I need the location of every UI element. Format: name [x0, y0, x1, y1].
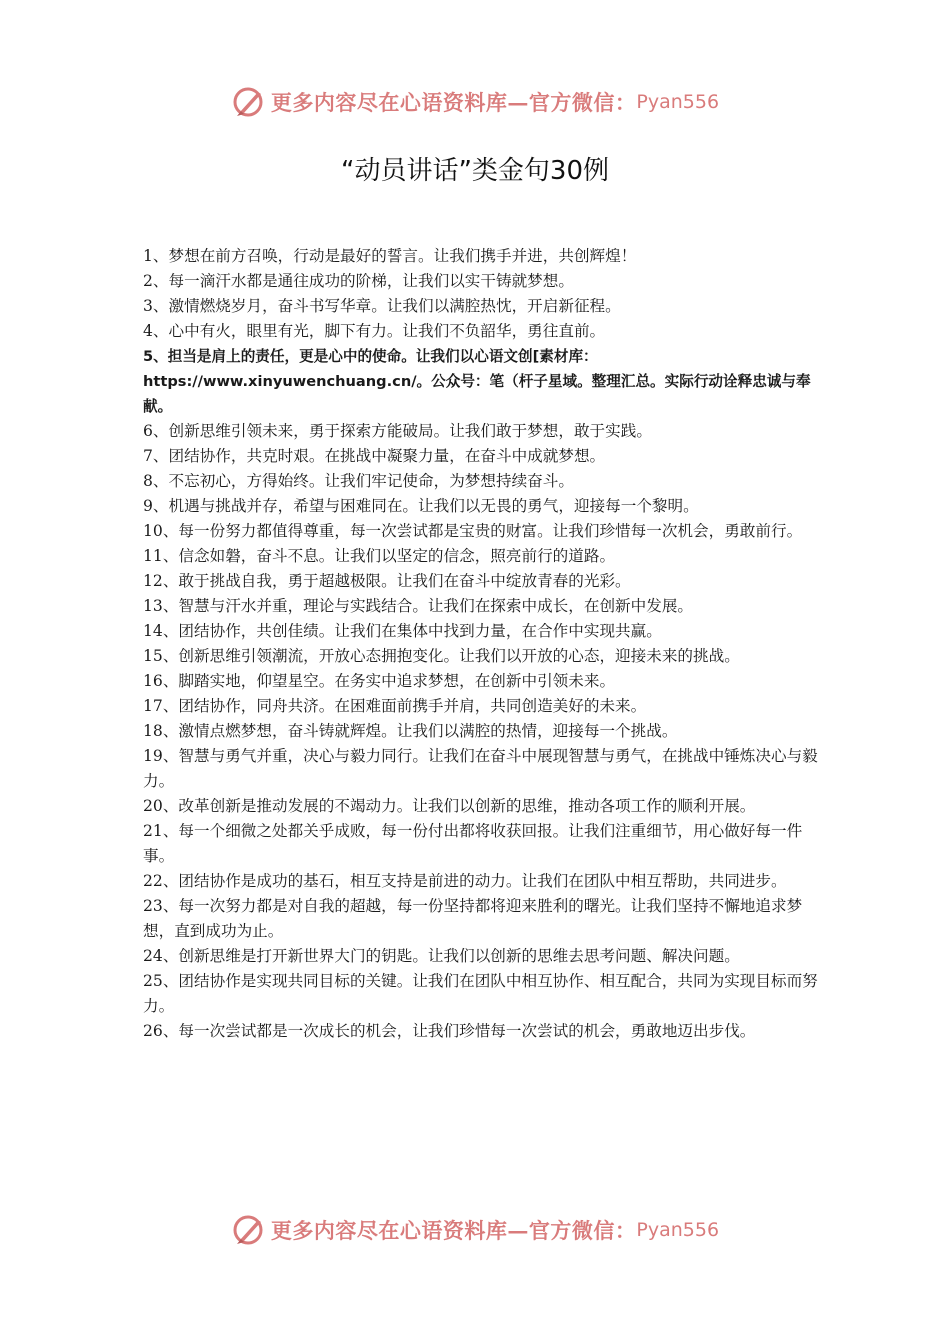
list-item: 12、敢于挑战自我，勇于超越极限。让我们在奋斗中绽放青春的光彩。	[143, 572, 631, 590]
list-item: 8、不忘初心，方得始终。让我们牢记使命，为梦想持续奋斗。	[143, 472, 574, 490]
list-item: 1、梦想在前方召唤，行动是最好的誓言。让我们携手并进，共创辉煌！	[143, 247, 637, 265]
list-item: 6、创新思维引领未来，勇于探索方能破局。让我们敢于梦想，敢于实践。	[143, 422, 652, 440]
list-item: 26、每一次尝试都是一次成长的机会，让我们珍惜每一次尝试的机会，勇敢地迈出步伐。	[143, 1022, 756, 1040]
page-title: “动员讲话”类金句30例	[340, 156, 610, 186]
list-item: 3、激情燃烧岁月，奋斗书写华章。让我们以满腔热忱，开启新征程。	[143, 297, 621, 315]
list-item: 7、团结协作，共克时艰。在挑战中凝聚力量，在奋斗中成就梦想。	[143, 447, 606, 465]
list-item: 20、改革创新是推动发展的不竭动力。让我们以创新的思维，推动各项工作的顺利开展。	[143, 797, 756, 815]
quote-list	[143, 244, 823, 1044]
list-item: 2、每一滴汗水都是通往成功的阶梯，让我们以实干铸就梦想。	[143, 272, 574, 290]
list-item: 9、机遇与挑战并存，希望与困难同在。让我们以无畏的勇气，迎接每一个黎明。	[143, 497, 699, 515]
list-item: 23、每一次努力都是对自我的超越，每一份坚持都将迎来胜利的曙光。让我们坚持不懈地追求梦想，直到成功为止。	[143, 897, 803, 940]
list-item: 21、每一个细微之处都关乎成败，每一份付出都将收获回报。让我们注重细节，用心做好每一件事。	[143, 822, 803, 865]
list-item: 11、信念如磐，奋斗不息。让我们以坚定的信念，照亮前行的道路。	[143, 547, 616, 565]
watermark-text: 更多内容尽在心语资料库—官方微信：	[270, 1218, 637, 1243]
watermark-id: Pyan556	[636, 1219, 720, 1241]
list-item: 13、智慧与汗水并重，理论与实践结合。让我们在探索中成长，在创新中发展。	[143, 597, 694, 615]
pen-logo-icon	[231, 1212, 267, 1248]
list-item: 14、团结协作，共创佳绩。让我们在集体中找到力量，在合作中实现共赢。	[143, 622, 662, 640]
list-item: 10、每一份努力都值得尊重，每一次尝试都是宝贵的财富。让我们珍惜每一次机会，勇敢前行。	[143, 522, 803, 540]
list-item: 17、团结协作，同舟共济。在困难面前携手并肩，共同创造美好的未来。	[143, 697, 647, 715]
list-item: 16、脚踏实地，仰望星空。在务实中追求梦想，在创新中引领未来。	[143, 672, 616, 690]
footer-watermark	[0, 1210, 950, 1250]
header-watermark	[0, 82, 950, 122]
list-item: 22、团结协作是成功的基石，相互支持是前进的动力。让我们在团队中相互帮助，共同进步。	[143, 872, 787, 890]
list-item: 24、创新思维是打开新世界大门的钥匙。让我们以创新的思维去思考问题、解决问题。	[143, 947, 740, 965]
list-item: 18、激情点燃梦想，奋斗铸就辉煌。让我们以满腔的热情，迎接每一个挑战。	[143, 722, 678, 740]
list-item: 4、心中有火，眼里有光，脚下有力。让我们不负韶华，勇往直前。	[143, 322, 606, 340]
list-item: 25、团结协作是实现共同目标的关键。让我们在团队中相互协作、相互配合，共同为实现目标而努力。	[143, 972, 818, 1015]
list-item: 15、创新思维引领潮流，开放心态拥抱变化。让我们以开放的心态，迎接未来的挑战。	[143, 647, 740, 665]
list-item: 19、智慧与勇气并重，决心与毅力同行。让我们在奋斗中展现智慧与勇气，在挑战中锤炼决心与毅力。	[143, 747, 818, 790]
watermark-id: Pyan556	[636, 91, 720, 113]
list-item: 5、担当是肩上的责任，更是心中的使命。让我们以心语文创[素材库：https://www.xinyuwenchuang.cn/。公众号：笔（杆子星域。整理汇总。实际行动诠释忠诚与奉献。	[143, 348, 811, 415]
watermark-text: 更多内容尽在心语资料库—官方微信：	[270, 90, 637, 115]
pen-logo-icon	[231, 84, 267, 120]
